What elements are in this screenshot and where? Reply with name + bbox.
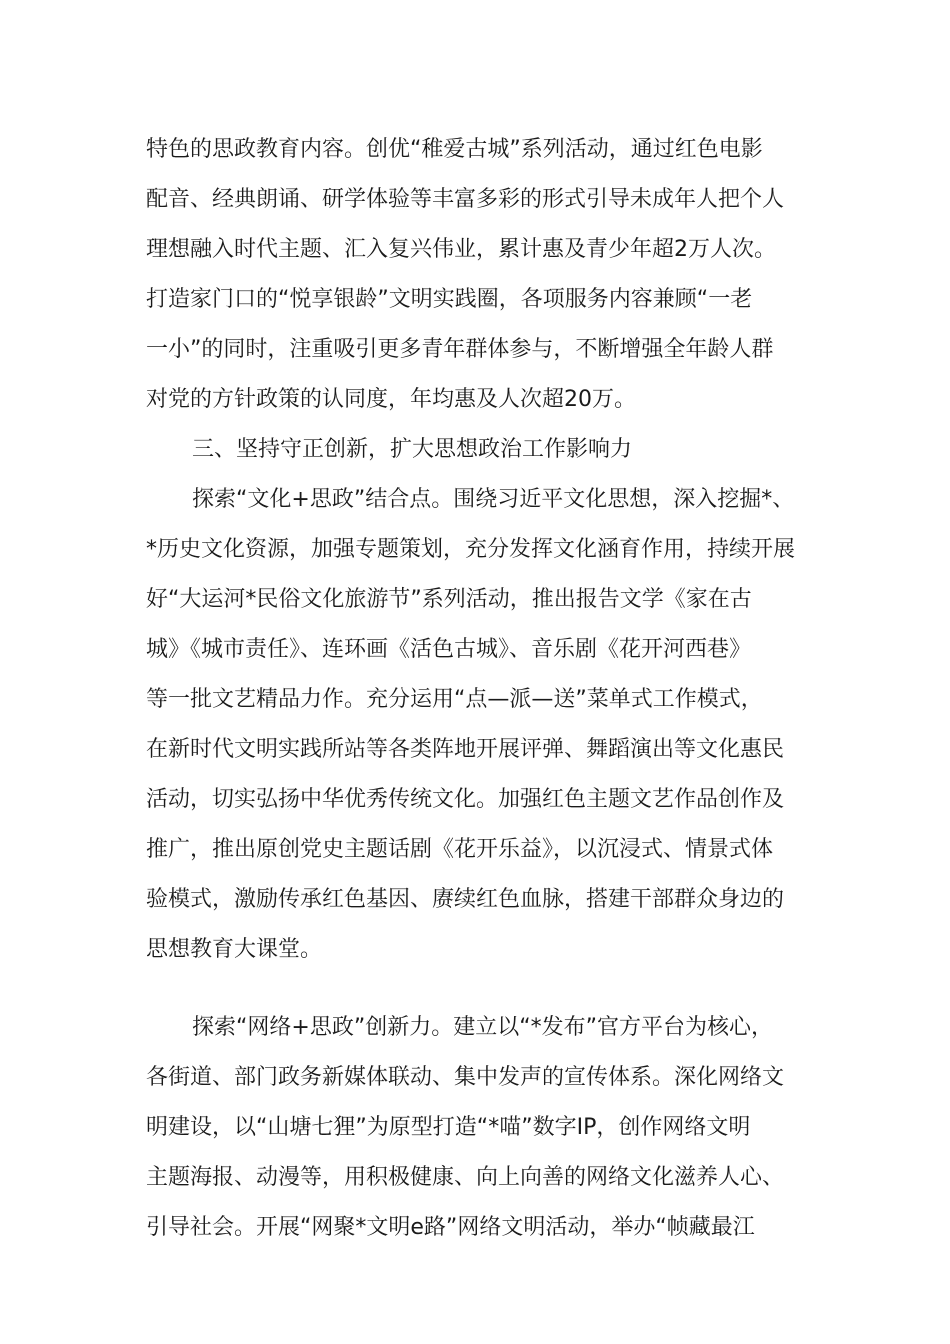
text-line: 探索“网络+思政”创新力。建立以“*发布”官方平台为核心，	[192, 1015, 774, 1040]
text-line: 打造家门口的“悦享银龄”文明实践圈，各项服务内容兼顾“一老	[146, 287, 753, 312]
text-line: 活动，切实弘扬中华优秀传统文化。加强红色主题文艺作品创作及	[146, 787, 785, 812]
text-line: 等一批文艺精品力作。充分运用“点—派—送”菜单式工作模式，	[146, 687, 763, 712]
text-line: 探索“文化+思政”结合点。围绕习近平文化思想，深入挖掘*、	[192, 487, 795, 512]
text-line: 各街道、部门政务新媒体联动、集中发声的宣传体系。深化网络文	[146, 1065, 785, 1090]
text-line: 配音、经典朗诵、研学体验等丰富多彩的形式引导未成年人把个人	[146, 187, 785, 212]
text-line: 一小”的同时，注重吸引更多青年群体参与，不断增强全年龄人群	[146, 337, 774, 362]
text-line: 特色的思政教育内容。创优“稚爱古城”系列活动，通过红色电影	[146, 137, 763, 162]
text-line: 引导社会。开展“网聚*文明e路”网络文明活动，举办“帧藏最江	[146, 1215, 755, 1240]
section-heading: 三、坚持守正创新，扩大思想政治工作影响力	[192, 437, 633, 462]
text-line: 明建设，以“山塘七狸”为原型打造“*喵”数字IP，创作网络文明	[146, 1115, 751, 1140]
text-line: *历史文化资源，加强专题策划，充分发挥文化涵育作用，持续开展	[146, 537, 796, 562]
text-line: 对党的方针政策的认同度，年均惠及人次超20万。	[146, 387, 636, 412]
text-line: 主题海报、动漫等，用积极健康、向上向善的网络文化滋养人心、	[146, 1165, 785, 1190]
text-line: 推广，推出原创党史主题话剧《花开乐益》，以沉浸式、情景式体	[146, 837, 774, 862]
text-line: 验模式，激励传承红色基因、赓续红色血脉，搭建干部群众身边的	[146, 887, 785, 912]
text-line: 好“大运河*民俗文化旅游节”系列活动，推出报告文学《家在古	[146, 587, 752, 612]
text-line: 思想教育大课堂。	[146, 937, 323, 962]
text-line: 在新时代文明实践所站等各类阵地开展评弹、舞蹈演出等文化惠民	[146, 737, 785, 762]
text-line: 理想融入时代主题、汇入复兴伟业，累计惠及青少年超2万人次。	[146, 237, 776, 262]
text-line: 城》《城市责任》、连环画《活色古城》、音乐剧《花开河西巷》	[146, 637, 752, 662]
